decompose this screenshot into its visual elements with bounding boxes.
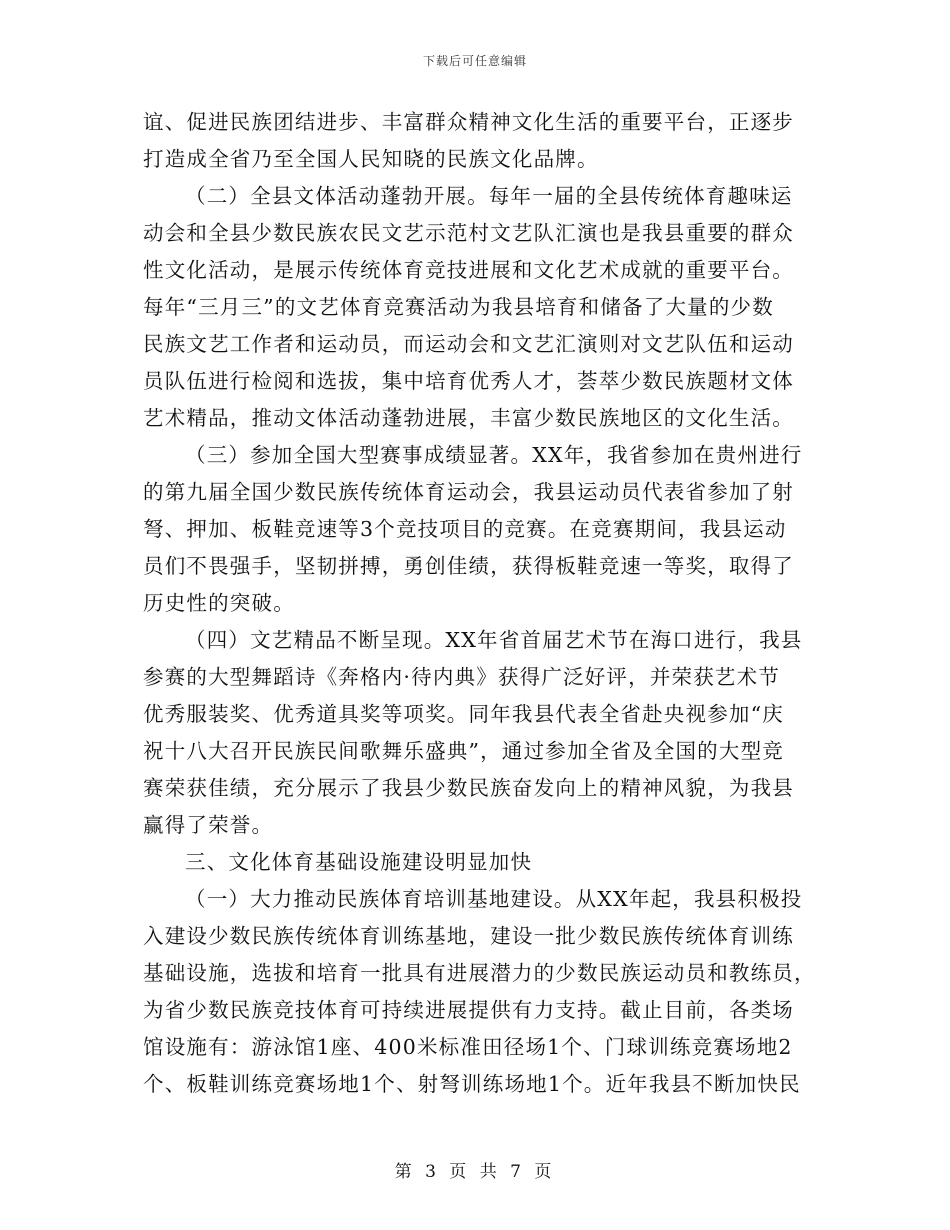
body-line: 性文化活动，是展示传统体育竞技进展和文化艺术成就的重要平台。 [143, 258, 794, 282]
body-line: 基础设施，选拔和培育一批具有进展潜力的少数民族运动员和教练员， [143, 961, 816, 985]
page-number-footer: 第 3 页 共 7 页 [394, 1162, 556, 1182]
body-line: 祝十八大召开民族民间歌舞乐盛典”，通过参加全省及全国的大型竞 [143, 739, 784, 763]
body-line: 打造成全省乃至全国人民知晓的民族文化品牌。 [143, 147, 599, 171]
body-line: 艺术精品，推动文体活动蓬勃进展，丰富少数民族地区的文化生活。 [143, 406, 794, 430]
body-line: 历史性的突破。 [143, 591, 295, 615]
body-line: 员们不畏强手，坚韧拼搏，勇创佳绩，获得板鞋竞速一等奖，取得了 [143, 554, 794, 578]
body-line: 民族文艺工作者和运动员，而运动会和文艺汇演则对文艺队伍和运动 [143, 332, 794, 356]
paragraph-start-line: （三）参加全国大型赛事成绩显著。XX年，我省参加在贵州进行 [185, 443, 803, 467]
paragraph-start-line: （一）大力推动民族体育培训基地建设。从XX年起，我县积极投 [185, 887, 803, 911]
body-line: 赢得了荣誉。 [143, 813, 274, 837]
body-line: 的第九届全国少数民族传统体育运动会，我县运动员代表省参加了射 [143, 480, 794, 504]
paragraph-start-line: （二）全县文体活动蓬勃开展。每年一届的全县传统体育趣味运 [185, 184, 793, 208]
body-line: 每年“三月三”的文艺体育竞赛活动为我县培育和储备了大量的少数 [143, 295, 774, 319]
body-line: 为省少数民族竞技体育可持续进展提供有力支持。截止目前，各类场 [143, 998, 794, 1022]
body-line: 入建设少数民族传统体育训练基地，建设一批少数民族传统体育训练 [143, 924, 794, 948]
paragraph-start-line: （四）文艺精品不断呈现。XX年省首届艺术节在海口进行，我县 [185, 628, 803, 652]
body-line: 参赛的大型舞蹈诗《奔格内·待内典》获得广泛好评，并荣获艺术节 [143, 665, 781, 689]
body-line: 员队伍进行检阅和选拔，集中培育优秀人才，荟萃少数民族题材文体 [143, 369, 794, 393]
section-heading: 三、文化体育基础设施建设明显加快 [185, 850, 533, 874]
body-line: 弩、押加、板鞋竞速等3个竞技项目的竞赛。在竞赛期间，我县运动 [143, 517, 787, 541]
body-line: 馆设施有：游泳馆1座、400米标准田径场1个、门球训练竞赛场地2 [143, 1035, 793, 1059]
page-header-note: 下载后可任意编辑 [422, 54, 527, 68]
document-body [143, 104, 816, 1103]
body-line: 谊、促进民族团结进步、丰富群众精神文化生活的重要平台，正逐步 [143, 110, 794, 134]
body-line: 个、板鞋训练竞赛场地1个、射弩训练场地1个。近年我县不断加快民 [143, 1072, 801, 1096]
body-line: 动会和全县少数民族农民文艺示范村文艺队汇演也是我县重要的群众 [143, 221, 794, 245]
body-line: 优秀服装奖、优秀道具奖等项奖。同年我县代表全省赴央视参加“庆 [143, 702, 784, 726]
body-line: 赛荣获佳绩，充分展示了我县少数民族奋发向上的精神风貌，为我县 [143, 776, 794, 800]
